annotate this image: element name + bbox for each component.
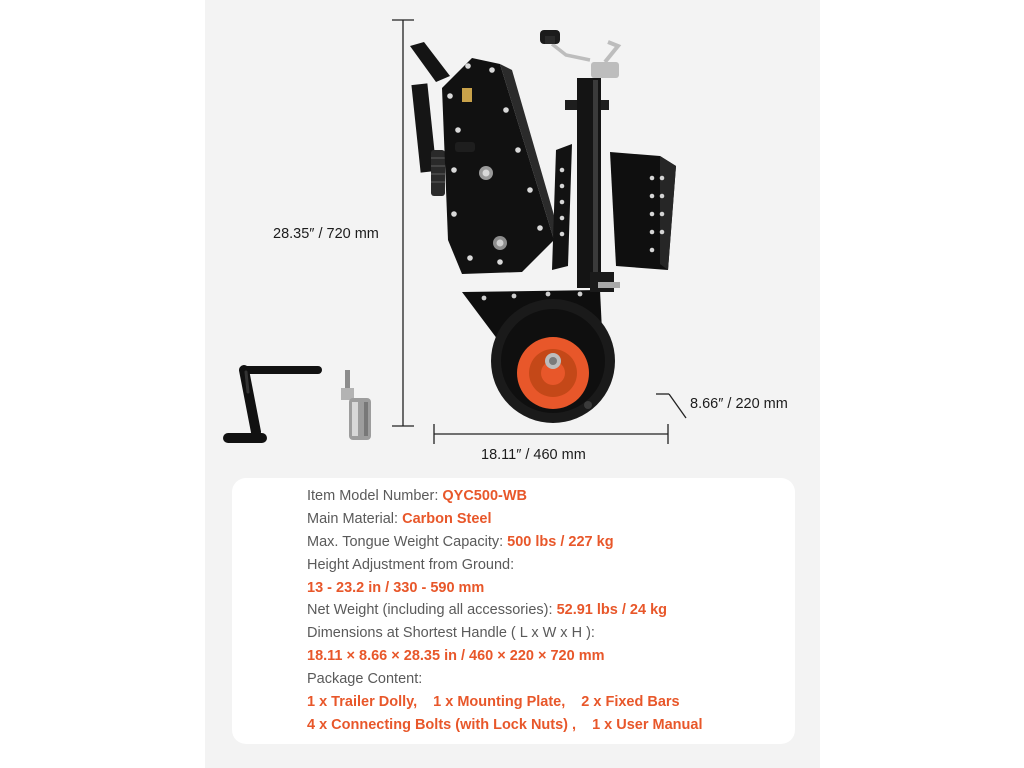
crank-handle-image bbox=[228, 370, 318, 438]
spec-weight bbox=[307, 601, 667, 619]
package-item: 1 x Trailer Dolly, bbox=[307, 694, 418, 710]
spec-package-label: Package Content: bbox=[307, 671, 423, 687]
spec-model-label: Item Model Number: bbox=[307, 488, 439, 504]
wheel bbox=[491, 299, 615, 423]
spec-model bbox=[307, 487, 527, 505]
spec-model-value: QYC500-WB bbox=[442, 488, 527, 504]
package-item: 2 x Fixed Bars bbox=[581, 694, 680, 710]
height-dimension-line bbox=[392, 20, 414, 426]
spec-capacity-label: Max. Tongue Weight Capacity: bbox=[307, 534, 504, 550]
length-dimension-label: 18.11″ / 460 mm bbox=[481, 447, 586, 463]
length-dimension-line bbox=[434, 424, 668, 444]
spec-height-label: Height Adjustment from Ground: bbox=[307, 557, 515, 573]
trailer-dolly-image bbox=[410, 30, 676, 423]
width-dimension-line bbox=[656, 394, 686, 418]
spec-height-value: 13 - 23.2 in / 330 - 590 mm bbox=[307, 580, 485, 596]
spec-dimensions-value: 18.11 × 8.66 × 28.35 in / 460 × 220 × 720 mm bbox=[307, 648, 605, 664]
spec-dimensions-label: Dimensions at Shortest Handle ( L x W x H ): bbox=[307, 625, 595, 641]
spec-weight-label: Net Weight (including all accessories): bbox=[307, 602, 553, 618]
width-dimension-label: 8.66″ / 220 mm bbox=[690, 396, 788, 412]
package-item: 4 x Connecting Bolts (with Lock Nuts) , bbox=[307, 717, 577, 733]
spec-material-label: Main Material: bbox=[307, 511, 399, 527]
package-item: 1 x User Manual bbox=[592, 717, 703, 733]
spec-package-line-1 bbox=[307, 693, 680, 711]
spec-material bbox=[307, 510, 492, 528]
spec-capacity-value: 500 lbs / 227 kg bbox=[507, 534, 614, 550]
socket-adapter-image bbox=[341, 370, 371, 440]
package-item: 1 x Mounting Plate, bbox=[433, 694, 566, 710]
height-dimension-label: 28.35″ / 720 mm bbox=[273, 226, 379, 242]
spec-weight-value: 52.91 lbs / 24 kg bbox=[556, 602, 667, 618]
spec-package-line-2 bbox=[307, 716, 703, 734]
spec-material-value: Carbon Steel bbox=[402, 511, 492, 527]
spec-capacity bbox=[307, 533, 614, 551]
